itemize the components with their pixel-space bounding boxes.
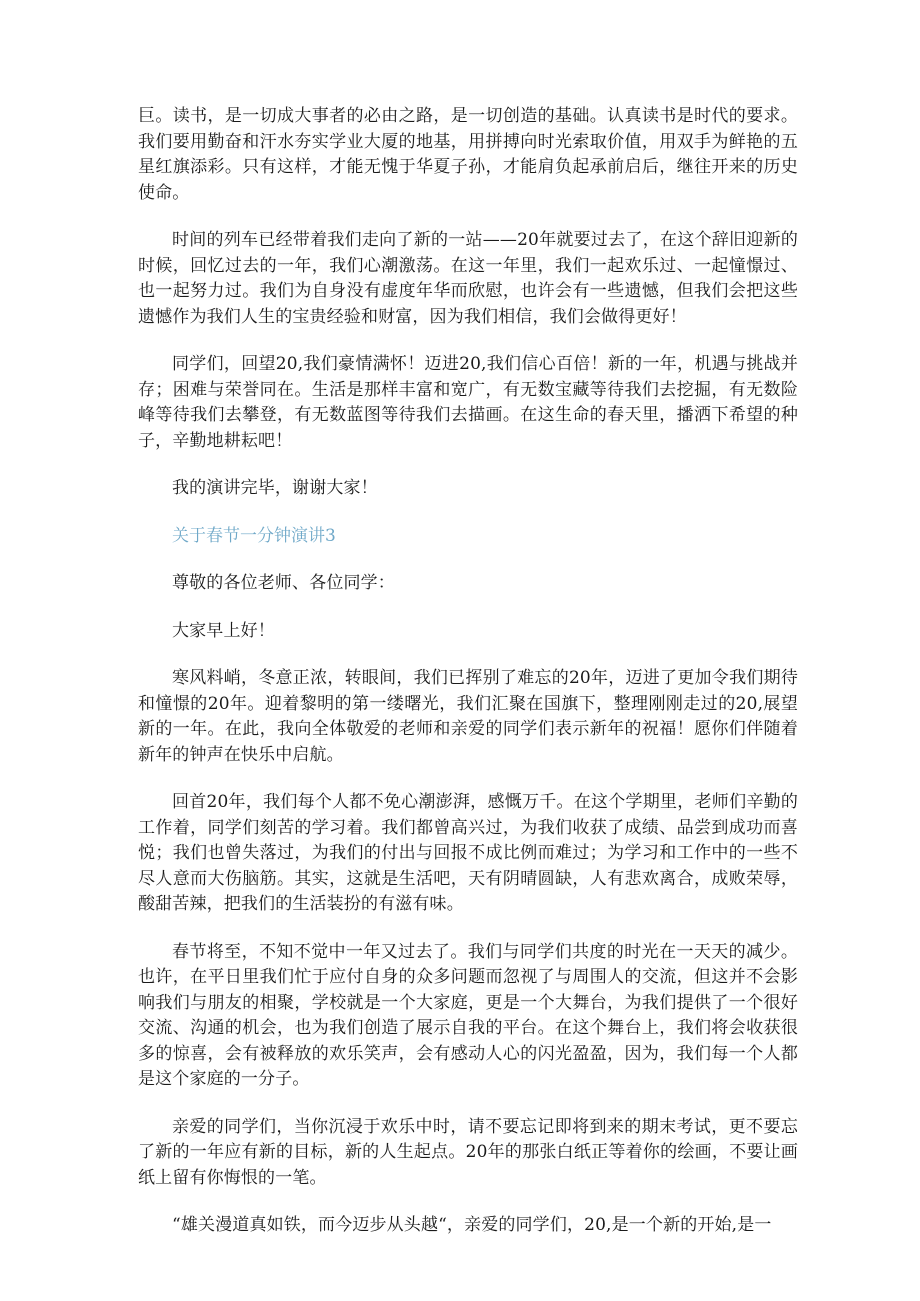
paragraph-cold-wind: 寒风料峭，冬意正浓，转眼间，我们已挥别了难忘的20年，迈进了更加令我们期待和憧憬的20年。迎着黎明的第一缕曙光，我们汇聚在国旗下，整理刚刚走过的20,展望新的一年。在此，我向全体敬爱的老师和亲爱的同学们表示新年的祝福！愿你们伴随着新年的钟声在快乐中启航。 — [138, 668, 798, 765]
paragraph-look-back-year: 回首20年，我们每个人都不免心潮澎湃，感慨万千。在这个学期里，老师们辛勤的工作着，同学们刻苦的学习着。我们都曾高兴过，为我们收获了成绩、品尝到成功而喜悦；我们也曾失落过，为我们的付出与回报不成比例而难过；为学习和工作中的一些不尽人意而大伤脑筋。其实，这就是生活吧，天有阴晴圆缺，人有悲欢离合，成败荣辱，酸甜苦辣，把我们的生活装扮的有滋有味。 — [138, 792, 798, 914]
section-heading: 关于春节一分钟演讲3 — [172, 525, 336, 546]
paragraph-time-train: 时间的列车已经带着我们走向了新的一站——20年就要过去了，在这个辞旧迎新的时候，回忆过去的一年，我们心潮激荡。在这一年里，我们一起欢乐过、一起憧憬过、也一起努力过。我们为自身没有虚度年华而欣慰，也许会有一些遗憾，但我们会把这些遗憾作为我们人生的宝贵经验和财富，因为我们相信，我们会做得更好！ — [138, 230, 798, 327]
paragraph-greeting: 大家早上好！ — [172, 620, 275, 641]
paragraph-closing: 我的演讲完毕，谢谢大家！ — [172, 478, 378, 498]
document-page — [138, 104, 798, 1239]
paragraph-new-start: “雄关漫道真如铁，而今迈步从头越“，亲爱的同学们，20,是一个新的开始,是一 — [172, 1215, 772, 1235]
paragraph-look-back: 同学们，回望20,我们豪情满怀！迈进20,我们信心百倍！新的一年，机遇与挑战并存；困难与荣誉同在。生活是那样丰富和宽广，有无数宝藏等待我们去挖掘，有无数险峰等待我们去攀登，有无数蓝图等待我们去描画。在这生命的春天里，播洒下希望的种子，辛勤地耕耘吧！ — [138, 354, 798, 451]
paragraph-salutation: 尊敬的各位老师、各位同学： — [172, 573, 395, 593]
paragraph-exam-reminder: 亲爱的同学们，当你沉浸于欢乐中时，请不要忘记即将到来的期末考试，更不要忘了新的一年应有新的目标，新的人生起点。20年的那张白纸正等着你的绘画，不要让画纸上留有你悔恨的一笔。 — [138, 1116, 798, 1188]
paragraph-spring-festival: 春节将至，不知不觉中一年又过去了。我们与同学们共度的时光在一天天的减少。也许，在平日里我们忙于应付自身的众多问题而忽视了与周围人的交流，但这并不会影响我们与朋友的相聚，学校就是一个大家庭，更是一个大舞台，为我们提供了一个很好交流、沟通的机会，也为我们创造了展示自我的平台。在这个舞台上，我们将会收获很多的惊喜，会有被释放的欢乐笑声，会有感动人心的闪光盈盈，因为，我们每一个人都是这个家庭的一分子。 — [138, 941, 798, 1089]
paragraph-reading: 巨。读书，是一切成大事者的必由之路，是一切创造的基础。认真读书是时代的要求。我们要用勤奋和汗水夯实学业大厦的地基，用拼搏向时光索取价值，用双手为鲜艳的五星红旗添彩。只有这样，才能无愧于华夏子孙，才能肩负起承前启后，继往开来的历史使命。 — [138, 106, 798, 203]
